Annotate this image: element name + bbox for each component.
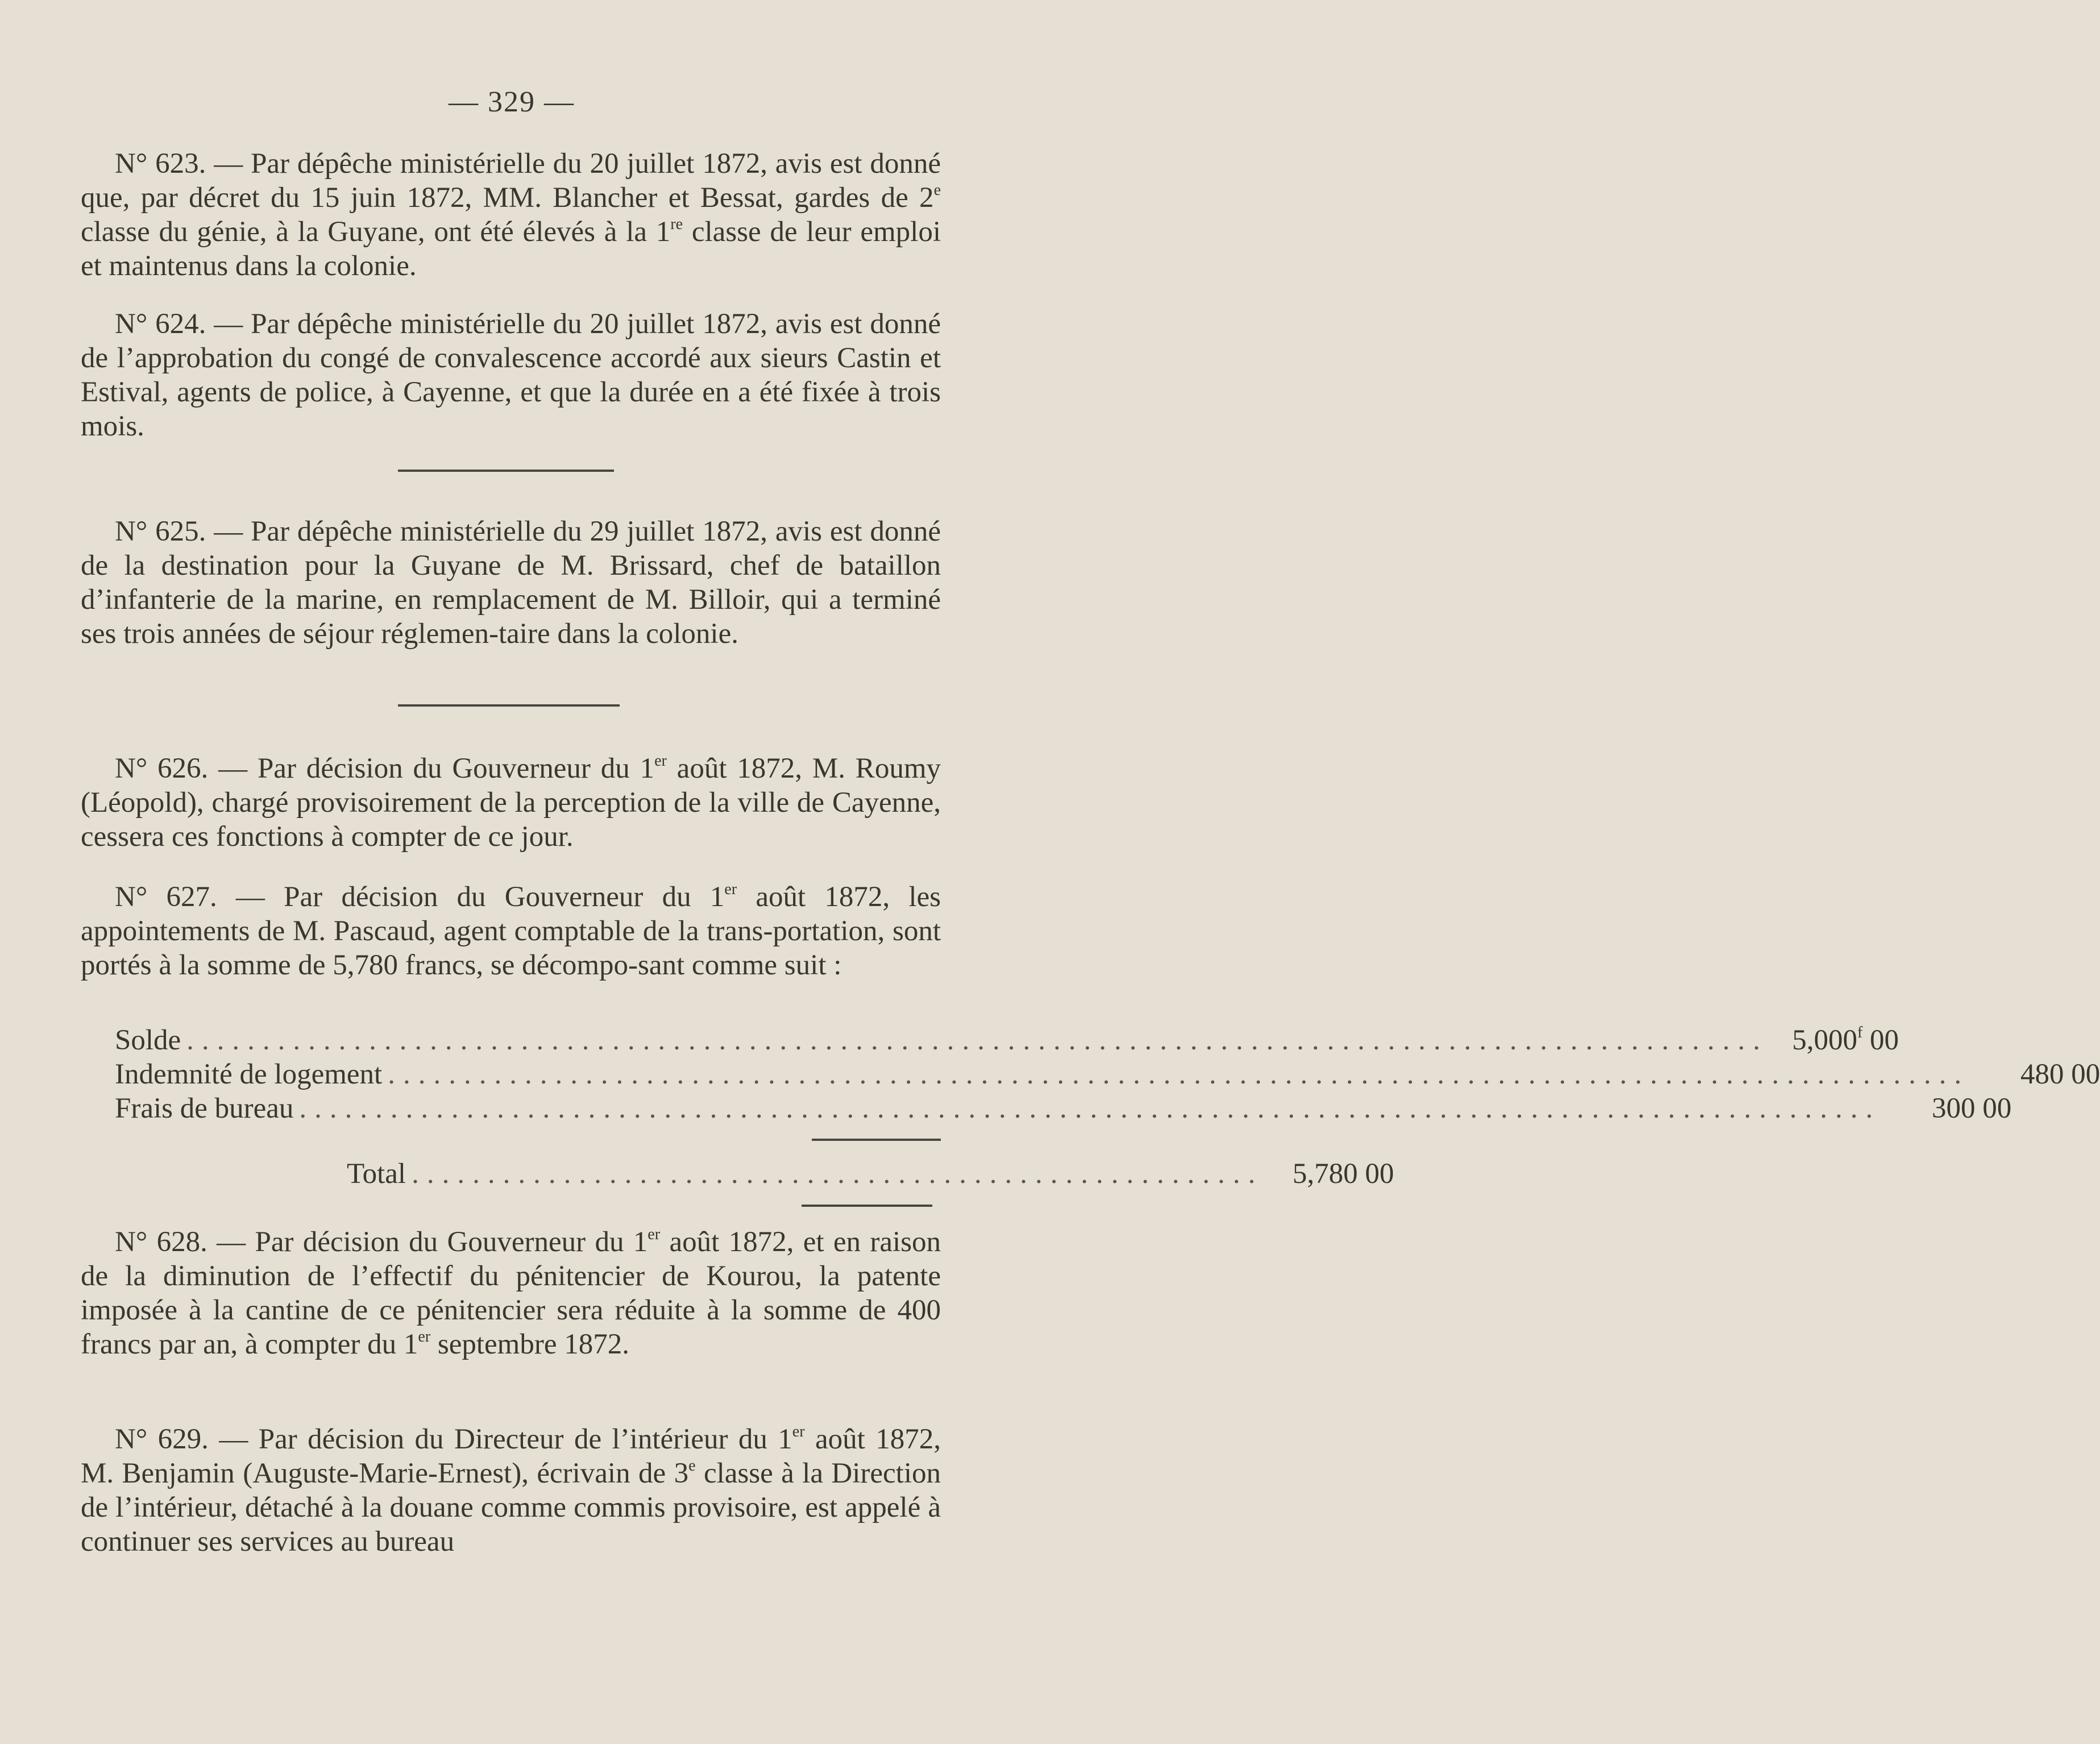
salary-total-amount: 5,780 00 — [1292, 1158, 1395, 1190]
salary-row-label: Frais de bureau — [115, 1093, 294, 1124]
entry-629-text: N° 629. — Par décision du Directeur de l’intérieur du 1er août 1872, M. Benjamin (Auguste-Marie-Ernest), écrivain de 3e classe à la Direction de l’intérieur, détaché à la douane comme commis provisoire, est appelé à continuer ses services au bureau — [81, 1422, 941, 1558]
sum-rule — [812, 1139, 941, 1141]
entry-627-text: N° 627. — Par décision du Gouverneur du 1er août 1872, les appointements de M. Pascaud, agent comptable de la trans-portation, sont portés à la somme de 5,780 francs, se décompo-sant comme suit : — [81, 880, 941, 981]
section-divider — [398, 470, 614, 472]
entry-624-text: N° 624. — Par dépêche ministérielle du 20 juillet 1872, avis est donné de l’approbation du congé de convalescence accordé aux sieurs Castin et Estival, agents de police, à Cayenne, et que la durée en a été fixée à trois mois. — [81, 308, 941, 442]
salary-total-row — [347, 1157, 1395, 1191]
salary-row-solde — [115, 1023, 1899, 1057]
dot-leader: ........................................................................................................ — [299, 1093, 1881, 1124]
entry-623-text: N° 623. — Par dépêche ministérielle du 20 juillet 1872, avis est donné que, par décret du 15 juin 1872, MM. Blancher et Bessat, gardes de 2e classe du génie, à la Guyane, ont été élevés à la 1re classe de leur emploi et maintenus dans la colonie. — [81, 148, 941, 282]
total-rule — [802, 1205, 932, 1207]
entry-625-text: N° 625. — Par dépêche ministérielle du 29 juillet 1872, avis est donné de la destination pour la Guyane de M. Brissard, chef de bataillon d’infanterie de la marine, en remplacement de M. Billoir, qui a terminé ses trois années de séjour réglemen-taire dans la colonie. — [81, 516, 941, 650]
salary-row-amount: 480 00 — [2020, 1058, 2100, 1090]
entry-623 — [81, 147, 941, 283]
salary-total-label: Total — [347, 1158, 406, 1190]
salary-row-bureau — [115, 1091, 2012, 1126]
page-number: — 329 — — [449, 86, 575, 118]
entry-626-text: N° 626. — Par décision du Gouverneur du 1er août 1872, M. Roumy (Léopold), chargé provisoirement de la perception de la ville de Cayenne, cessera ces fonctions à compter de ce jour. — [81, 751, 941, 853]
salary-row-amount: 300 00 — [1932, 1093, 2012, 1124]
entry-628 — [81, 1225, 941, 1361]
entry-628-text: N° 628. — Par décision du Gouverneur du 1er août 1872, et en raison de la diminution de l’effectif du pénitencier de Kourou, la patente imposée à la cantine de ce pénitencier sera réduite à la somme de 400 francs par an, à compter du 1er septembre 1872. — [81, 1225, 941, 1360]
entry-625 — [81, 514, 941, 651]
section-divider — [398, 704, 620, 707]
salary-row-logement — [115, 1057, 2100, 1091]
salary-row-amount: 5,000$^f$ 00 — [1792, 1023, 1899, 1056]
salary-row-label: Indemnité de logement — [115, 1058, 383, 1090]
entry-626 — [81, 751, 941, 854]
dot-leader: ........................................................................................................ — [388, 1058, 1970, 1090]
dot-leader: ........................................................ — [412, 1158, 1264, 1190]
salary-row-label: Solde — [115, 1024, 181, 1056]
entry-629 — [81, 1422, 941, 1559]
entry-624 — [81, 307, 941, 443]
dot-leader: ........................................................................................................ — [186, 1024, 1769, 1056]
entry-627 — [81, 880, 941, 982]
